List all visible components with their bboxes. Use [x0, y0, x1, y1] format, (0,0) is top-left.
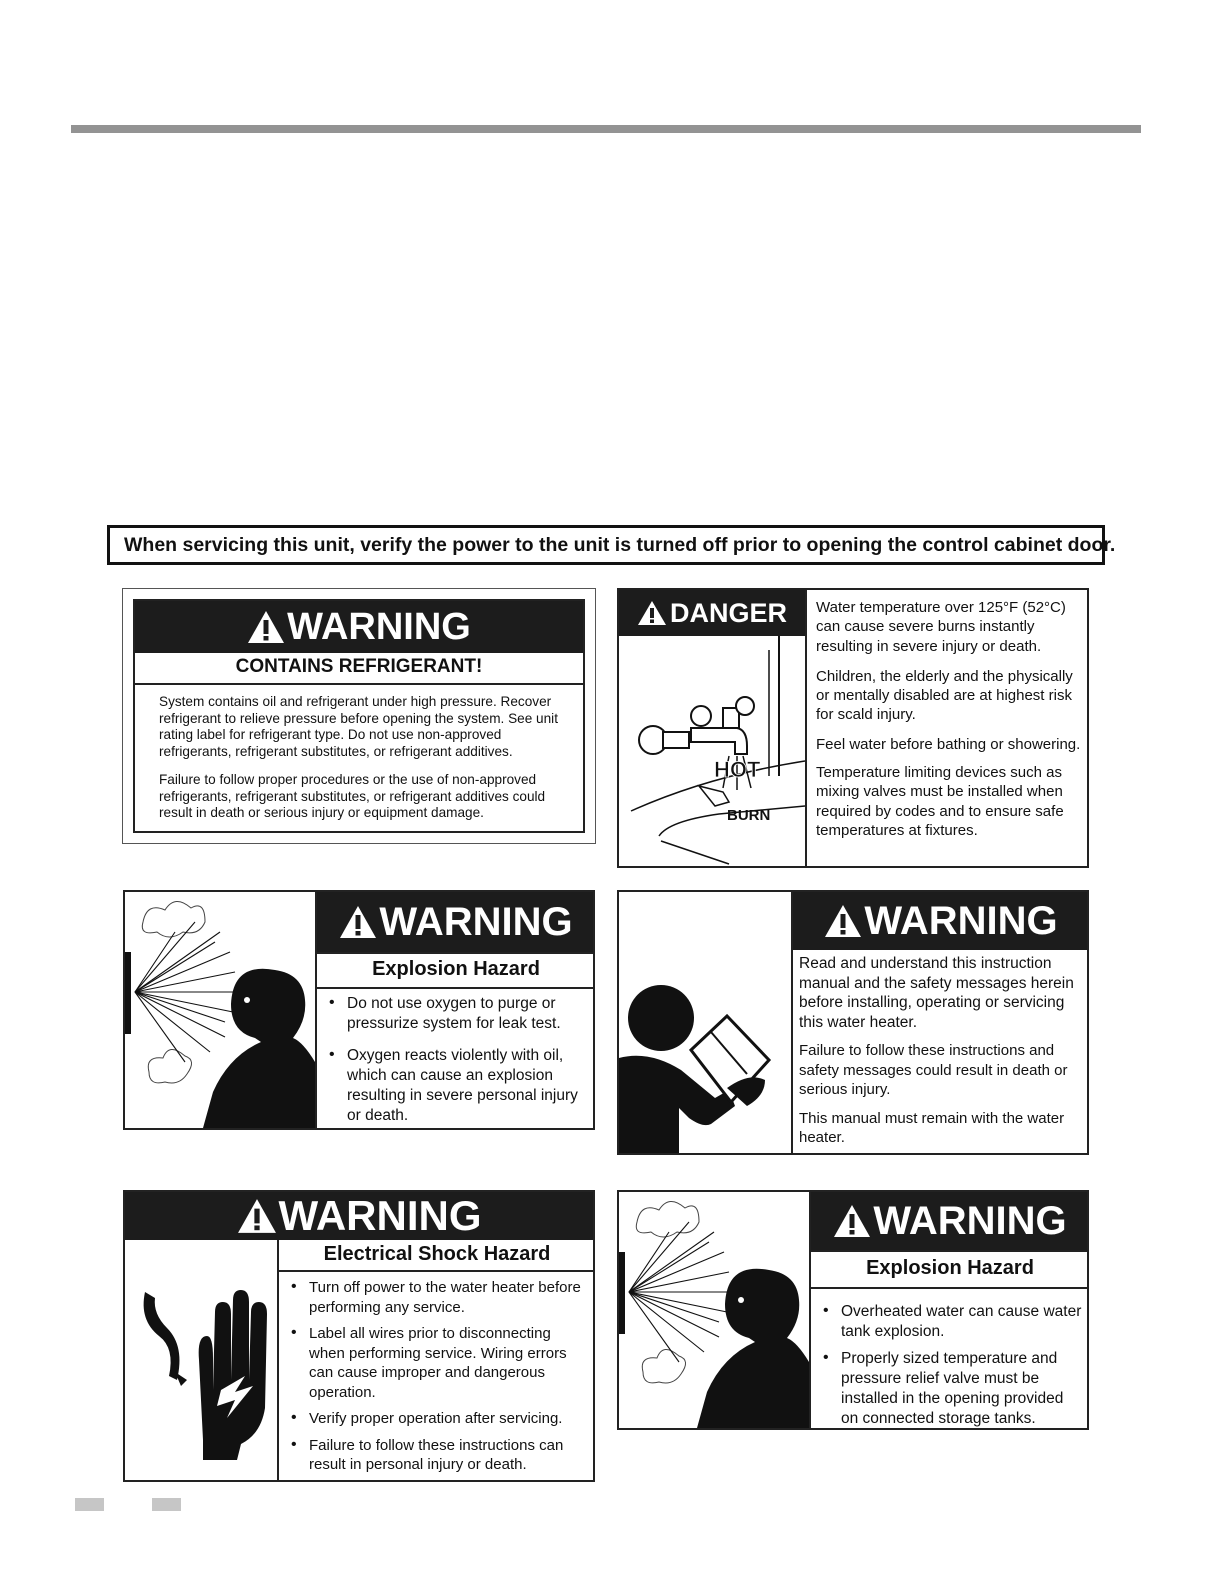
bullet-item: • Turn off power to the water heater before performing any service. — [285, 1278, 589, 1317]
hot-text: HOT — [714, 757, 761, 782]
tank-bullets — [811, 1289, 1089, 1429]
refrigerant-header — [135, 601, 583, 653]
refrigerant-label — [122, 588, 596, 844]
tank-header — [811, 1192, 1089, 1250]
bullet-item: • Verify proper operation after servicing. — [285, 1409, 589, 1429]
warning-triangle-icon — [237, 1198, 277, 1234]
bullet-item: • Oxygen reacts violently with oil, which can cause an explosion resulting in severe personal injury or death. — [323, 1046, 585, 1126]
danger-header — [619, 590, 805, 636]
read-manual-label — [617, 890, 1089, 1155]
refrigerant-subtitle: CONTAINS REFRIGERANT! — [135, 653, 583, 685]
oxygen-bullets — [317, 989, 595, 1126]
warning-triangle-icon — [247, 610, 285, 644]
warning-triangle-icon — [833, 1204, 871, 1238]
tank-subtitle: Explosion Hazard — [811, 1250, 1089, 1289]
shock-header — [125, 1192, 593, 1240]
bullet-item: • Do not use oxygen to purge or pressurize system for leak test. — [323, 994, 585, 1034]
warning-triangle-icon — [824, 904, 862, 938]
scald-text — [816, 598, 1088, 840]
explosion-pictogram — [619, 1192, 809, 1428]
top-rule — [71, 125, 1141, 133]
refrigerant-paragraph: Failure to follow proper procedures or the use of non-approved refrigerants, refrigerant substitutes, or refrigerant additives could result in death or serious injury or equipment damage. — [159, 772, 546, 820]
signal-word: WARNING — [864, 898, 1058, 943]
explosion-pictogram — [125, 892, 315, 1128]
manual-paragraph: Read and understand this instruction manual and the safety messages herein before installing, operating or servicing this water heater. — [799, 955, 1074, 1031]
tank-explosion-label — [617, 1190, 1089, 1430]
danger-triangle-icon — [637, 600, 667, 626]
signal-word: WARNING — [379, 899, 573, 944]
bullet-item: • Label all wires prior to disconnecting when performing service. Wiring errors can cause improper and dangerous operation. — [285, 1324, 589, 1402]
manual-paragraph: This manual must remain with the water heater. — [799, 1109, 1065, 1146]
refrigerant-paragraph: System contains oil and refrigerant under high pressure. Recover refrigerant to relieve pressure before opening the system. See unit rating label for refrigerant type. Do not use non-approved refrigerants, refrigerant substitutes, or refrigerant additives. — [159, 694, 558, 759]
signal-word: WARNING — [287, 605, 471, 648]
footer-marker — [75, 1498, 104, 1511]
manual-paragraph: Failure to follow these instructions and safety messages could result in death or serious injury. — [799, 1042, 1068, 1098]
bullet-item: • Failure to follow these instructions can result in personal injury or death. — [285, 1436, 589, 1475]
burn-text: BURN — [727, 807, 771, 824]
refrigerant-body — [135, 685, 583, 822]
scald-paragraph: Water temperature over 125°F (52°C) can cause severe burns instantly resulting in severe injury or death. — [816, 599, 1066, 655]
scald-paragraph: Children, the elderly and the physically or mentally disabled are at highest risk for scald injury. — [816, 667, 1073, 724]
manual-text — [793, 950, 1089, 1148]
manual-header — [793, 892, 1089, 950]
scald-paragraph: Feel water before bathing or showering. — [816, 735, 1081, 753]
signal-word: WARNING — [873, 1198, 1067, 1243]
signal-word: WARNING — [278, 1192, 482, 1239]
shock-subtitle: Electrical Shock Hazard — [279, 1240, 595, 1272]
shock-bullets — [279, 1272, 595, 1475]
service-notice: When servicing this unit, verify the power to the unit is turned off prior to opening the control cabinet door. — [107, 525, 1105, 565]
signal-word: DANGER — [669, 597, 787, 628]
scald-paragraph: Temperature limiting devices such as mixing valves must be installed when required by codes and to ensure safe temperatures at fixtures. — [816, 764, 1064, 839]
reading-person-pictogram — [619, 892, 791, 1153]
warning-triangle-icon — [339, 905, 377, 939]
footer-marker — [152, 1498, 181, 1511]
oxygen-explosion-label — [123, 890, 595, 1130]
bullet-item: • Overheated water can cause water tank explosion. — [817, 1302, 1083, 1342]
electrical-shock-label — [123, 1190, 595, 1482]
scald-danger-label — [617, 588, 1089, 868]
bullet-item: • Properly sized temperature and pressure relief valve must be installed in the opening provided on connected storage tanks. — [817, 1349, 1083, 1429]
oxygen-subtitle: Explosion Hazard — [317, 952, 595, 989]
electric-shock-hand-pictogram — [125, 1240, 277, 1480]
oxygen-header — [317, 892, 595, 952]
hot-water-burn-pictogram — [619, 636, 805, 866]
